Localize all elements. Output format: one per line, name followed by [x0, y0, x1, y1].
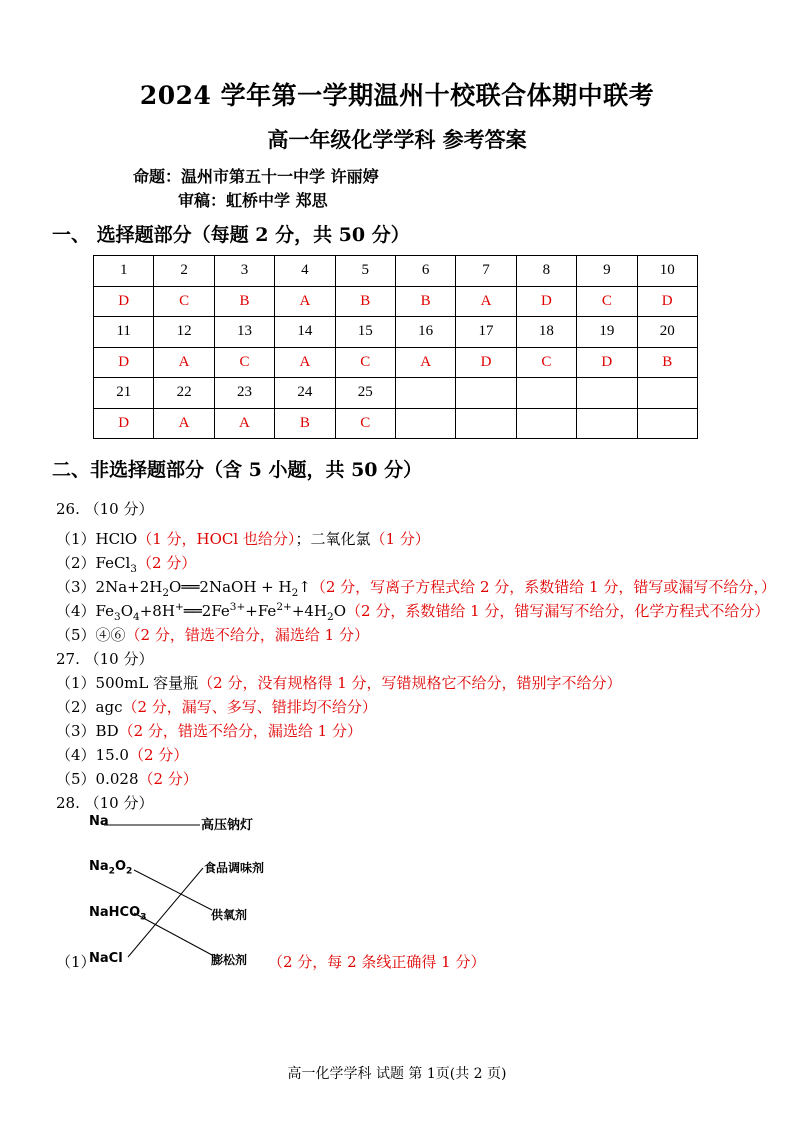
score-note: （2 分，系数错给 1 分，错写漏写不给分，化学方程式不给分） [346, 602, 770, 620]
answer-cell: C [577, 286, 637, 317]
score-note: （2 分，漏写、多写、错排均不给分） [122, 698, 377, 716]
answer-text: O [333, 602, 347, 620]
answer-cell: D [94, 286, 154, 317]
superscript: + [174, 601, 184, 613]
diagram-right-lamp: 高压钠灯 [201, 818, 254, 833]
q27-heading: 27. （10 分） [56, 650, 154, 668]
table-cell: 25 [335, 378, 395, 409]
answer-cell: B [214, 286, 274, 317]
table-cell: 18 [516, 317, 576, 348]
score-note: （2 分，错选不给分，漏选给 1 分） [125, 626, 369, 644]
answer-text: （4）Fe [56, 602, 115, 620]
superscript: 3+ [229, 601, 246, 613]
answer-cell: D [637, 286, 697, 317]
formula-text: O [114, 859, 127, 874]
table-cell: 2 [154, 256, 214, 287]
table-cell: 21 [94, 378, 154, 409]
answer-cell: B [275, 408, 335, 439]
subscript: 2 [126, 866, 133, 877]
answer-cell: B [395, 286, 455, 317]
q28-score-note: （2 分，每 2 条线正确得 1 分） [268, 953, 486, 971]
answer-text: （1）500mL 容量瓶 [56, 674, 199, 692]
table-cell: 17 [456, 317, 516, 348]
table-cell: 3 [214, 256, 274, 287]
table-cell: 15 [335, 317, 395, 348]
answer-cell: B [637, 347, 697, 378]
subscript: 2 [291, 587, 299, 599]
diagram-left-nahco3 [89, 905, 146, 923]
section2-heading: 二、非选择题部分（含 5 小题，共 50 分） [52, 459, 423, 481]
subscript: 2 [108, 866, 115, 877]
answer-text: +8H [139, 602, 175, 620]
answer-text: ；二氧化氯 [295, 530, 371, 548]
answer-cell: A [275, 347, 335, 378]
formula-text: NaHCO [89, 905, 141, 920]
answer-text: （4）15.0 [56, 746, 129, 764]
subscript: 2 [327, 611, 334, 623]
answer-cell: D [577, 347, 637, 378]
answer-text: O [120, 602, 134, 620]
answer-text: +Fe [245, 602, 277, 620]
table-cell: 12 [154, 317, 214, 348]
answer-cell: A [154, 347, 214, 378]
answer-cell: A [214, 408, 274, 439]
answer-cell: C [335, 347, 395, 378]
subscript: 4 [133, 611, 140, 623]
table-cell: 5 [335, 256, 395, 287]
page-subtitle: 高一年级化学学科 参考答案 [267, 127, 527, 152]
answer-cell: D [94, 347, 154, 378]
answer-cell: A [154, 408, 214, 439]
page-footer: 高一化学学科 试题 第 1页(共 2 页) [287, 1066, 507, 1082]
q26-heading: 26. （10 分） [56, 500, 154, 518]
answer-text: （5）④⑥ [56, 626, 126, 644]
page-title: 2024 学年第一学期温州十校联合体期中联考 [139, 81, 655, 110]
answer-cell: C [154, 286, 214, 317]
diagram-right-seasoning: 食品调味剂 [204, 861, 265, 875]
table-cell: 1 [94, 256, 154, 287]
table-cell: 14 [275, 317, 335, 348]
answer-text: （2）agc [56, 698, 123, 716]
score-note: （1 分，HOCl 也给分） [137, 530, 296, 548]
diagram-left-nacl: NaCl [89, 951, 123, 966]
answer-cell: A [456, 286, 516, 317]
table-cell: 10 [637, 256, 697, 287]
answer-cell: C [214, 347, 274, 378]
answer-text: O══2NaOH + H [169, 578, 292, 596]
diagram-left-na2o2 [89, 859, 132, 877]
answer-text: +4H [291, 602, 328, 620]
author-line: 命题：温州市第五十一中学 许丽婷 [133, 167, 379, 186]
section1-heading: 一、 选择题部分（每题 2 分，共 50 分） [52, 224, 410, 246]
table-cell: 13 [214, 317, 274, 348]
answer-text: （3）2Na+2H [56, 578, 163, 596]
score-note: （2 分，写离子方程式给 2 分，系数错给 1 分，错写或漏写不给分，） [310, 578, 776, 596]
superscript: 2+ [276, 601, 292, 613]
answer-cell: D [94, 408, 154, 439]
answer-cell: A [275, 286, 335, 317]
answer-cell: D [456, 347, 516, 378]
diagram-right-leavening: 膨松剂 [211, 953, 248, 967]
table-cell: 11 [94, 317, 154, 348]
subscript: 3 [140, 912, 147, 923]
subscript: 3 [114, 611, 121, 623]
score-note: （1 分） [370, 530, 430, 548]
answer-text: （1）HClO [56, 530, 138, 548]
table-cell: 8 [516, 256, 576, 287]
answer-text: ↑ [298, 578, 311, 596]
table-cell: 19 [577, 317, 637, 348]
score-note: （2 分） [138, 770, 198, 788]
table-cell: 22 [154, 378, 214, 409]
table-cell: 24 [275, 378, 335, 409]
answer-text: （5）0.028 [56, 770, 139, 788]
table-cell: 16 [395, 317, 455, 348]
answer-text: （2）FeCl [56, 554, 131, 572]
table-cell: 6 [395, 256, 455, 287]
answer-cell: C [335, 408, 395, 439]
subscript: 3 [130, 563, 137, 575]
diagram-left-na: Na [89, 814, 109, 829]
score-note: （2 分） [136, 554, 197, 572]
table-cell: 4 [275, 256, 335, 287]
table-cell: 20 [637, 317, 697, 348]
answer-text: ══2Fe [183, 602, 230, 620]
answer-cell: C [516, 347, 576, 378]
subscript: 2 [162, 587, 170, 599]
table-cell: 7 [456, 256, 516, 287]
answer-text: （3）BD [56, 722, 119, 740]
formula-text: Na [89, 859, 109, 874]
answer-cell: A [395, 347, 455, 378]
score-note: （2 分，错选不给分，漏选给 1 分） [118, 722, 362, 740]
table-cell: 9 [577, 256, 637, 287]
q28-heading: 28. （10 分） [56, 794, 154, 812]
answer-cell: B [335, 286, 395, 317]
diagram-right-oxygen: 供氧剂 [211, 908, 248, 922]
reviewer-line: 审稿：虹桥中学 郑思 [178, 191, 328, 210]
diagram-prefix: （1） [56, 953, 96, 971]
answer-cell: D [516, 286, 576, 317]
score-note: （2 分） [128, 746, 189, 764]
table-cell: 23 [214, 378, 274, 409]
score-note: （2 分，没有规格得 1 分，写错规格它不给分，错别字不给分） [198, 674, 622, 692]
